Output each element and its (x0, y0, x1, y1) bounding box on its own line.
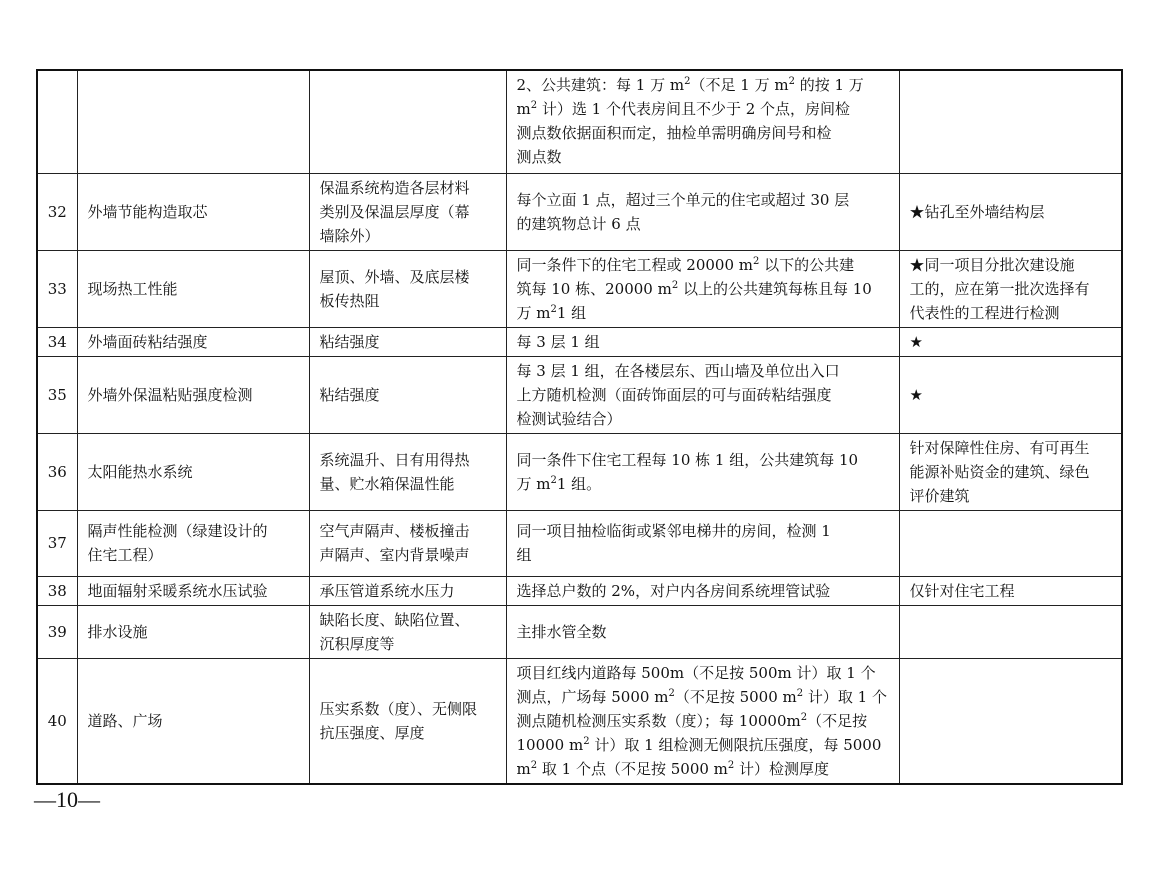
table-row (37, 433, 1122, 510)
row-number (37, 70, 77, 173)
row-number: 37 (37, 510, 77, 576)
row-number: 32 (37, 173, 77, 250)
note-cell: 针对保障性住房、有可再生 能源补贴资金的建筑、绿色 评价建筑 (899, 433, 1122, 510)
frequency-cell: 同一项目抽检临街或紧邻电梯井的房间，检测 1 组 (506, 510, 899, 576)
item-name-cell: 外墙节能构造取芯 (77, 173, 309, 250)
page-number: —10— (34, 787, 100, 812)
parameter-cell: 保温系统构造各层材料 类别及保温层厚度（幕 墙除外） (309, 173, 506, 250)
item-name-cell: 外墙面砖粘结强度 (77, 327, 309, 356)
note-cell (899, 70, 1122, 173)
table-row (37, 356, 1122, 433)
table-row (37, 576, 1122, 605)
frequency-cell: 项目红线内道路每 500m（不足按 500m 计）取 1 个 测点，广场每 5000 $m^2$（不足按 5000 $m^2$ 计）取 1 个 测点随机检测压实系数（度）；每 $10000m^2$（不足按 10000 $m^2$ 计）取 1 组检测无侧限抗压强度，每 5000 $m^2$ 取 1 个点（不足按 5000 $m^2$ 计）检测厚度 (506, 658, 899, 784)
note-cell: ★ (899, 356, 1122, 433)
item-name-cell: 隔声性能检测（绿建设计的 住宅工程） (77, 510, 309, 576)
frequency-cell: 每 3 层 1 组 (506, 327, 899, 356)
row-number: 35 (37, 356, 77, 433)
parameter-cell: 缺陷长度、缺陷位置、 沉积厚度等 (309, 605, 506, 658)
table-body (37, 70, 1122, 784)
item-name-cell: 现场热工性能 (77, 250, 309, 327)
note-cell (899, 605, 1122, 658)
table-row (37, 658, 1122, 784)
frequency-cell: 同一条件下住宅工程每 10 栋 1 组，公共建筑每 10 万 $m^21$ 组。 (506, 433, 899, 510)
note-cell: ★同一项目分批次建设施 工的，应在第一批次选择有 代表性的工程进行检测 (899, 250, 1122, 327)
parameter-cell: 粘结强度 (309, 356, 506, 433)
parameter-cell: 屋顶、外墙、及底层楼 板传热阻 (309, 250, 506, 327)
item-name-cell: 地面辐射采暖系统水压试验 (77, 576, 309, 605)
parameter-cell: 粘结强度 (309, 327, 506, 356)
item-name-cell: 外墙外保温粘贴强度检测 (77, 356, 309, 433)
frequency-cell: 同一条件下的住宅工程或 20000 $m^2$ 以下的公共建 筑每 10 栋、20000 $m^2$ 以上的公共建筑每栋且每 10 万 $m^21$ 组 (506, 250, 899, 327)
parameter-cell: 系统温升、日有用得热 量、贮水箱保温性能 (309, 433, 506, 510)
frequency-cell: 选择总户数的 2%，对户内各房间系统埋管试验 (506, 576, 899, 605)
note-cell: ★钻孔至外墙结构层 (899, 173, 1122, 250)
parameter-cell: 空气声隔声、楼板撞击 声隔声、室内背景噪声 (309, 510, 506, 576)
item-name-cell: 道路、广场 (77, 658, 309, 784)
table-row (37, 173, 1122, 250)
note-cell: ★ (899, 327, 1122, 356)
row-number: 40 (37, 658, 77, 784)
parameter-cell: 压实系数（度）、无侧限 抗压强度、厚度 (309, 658, 506, 784)
note-cell (899, 510, 1122, 576)
row-number: 36 (37, 433, 77, 510)
parameter-cell (309, 70, 506, 173)
table-row (37, 70, 1122, 173)
frequency-cell: 2、公共建筑：每 1 万 $m^2$（不足 1 万 $m^2$ 的按 1 万 $m^2$ 计）选 1 个代表房间且不少于 2 个点，房间检 测点数依据面积而定，抽检单需明确房间号和检 测点数 (506, 70, 899, 173)
note-cell: 仅针对住宅工程 (899, 576, 1122, 605)
frequency-cell: 主排水管全数 (506, 605, 899, 658)
table-row (37, 510, 1122, 576)
table-row (37, 250, 1122, 327)
row-number: 38 (37, 576, 77, 605)
row-number: 39 (37, 605, 77, 658)
frequency-cell: 每个立面 1 点，超过三个单元的住宅或超过 30 层 的建筑物总计 6 点 (506, 173, 899, 250)
item-name-cell (77, 70, 309, 173)
parameter-cell: 承压管道系统水压力 (309, 576, 506, 605)
frequency-cell: 每 3 层 1 组，在各楼层东、西山墙及单位出入口 上方随机检测（面砖饰面层的可与面砖粘结强度 检测试验结合） (506, 356, 899, 433)
note-cell (899, 658, 1122, 784)
inspection-table (36, 69, 1123, 785)
row-number: 34 (37, 327, 77, 356)
table-row (37, 327, 1122, 356)
item-name-cell: 排水设施 (77, 605, 309, 658)
item-name-cell: 太阳能热水系统 (77, 433, 309, 510)
table-row (37, 605, 1122, 658)
row-number: 33 (37, 250, 77, 327)
